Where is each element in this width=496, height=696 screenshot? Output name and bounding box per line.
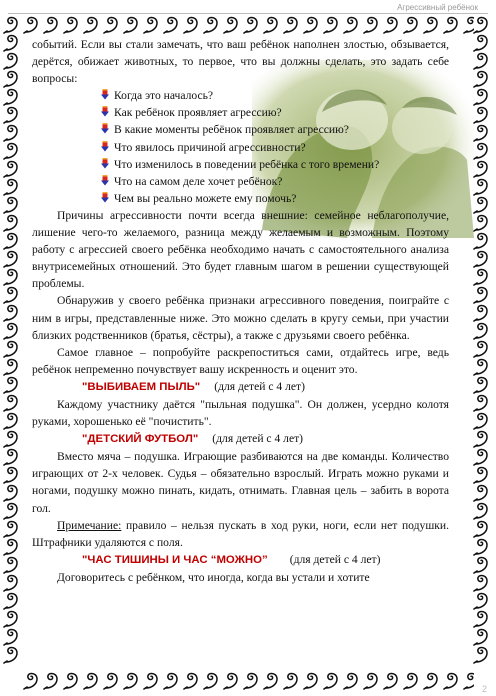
swirl-border-icon <box>422 672 442 690</box>
swirl-border-icon <box>282 16 302 34</box>
swirl-border-icon <box>122 672 142 690</box>
swirl-border-icon <box>2 592 22 610</box>
swirl-border-icon <box>472 466 492 484</box>
pencil-bullet-icon <box>100 141 110 152</box>
game-age: (для детей с 4 лет) <box>212 432 304 446</box>
swirl-border-icon <box>42 672 62 690</box>
swirl-border-icon <box>2 376 22 394</box>
swirl-border-icon <box>402 16 422 34</box>
game-heading <box>32 378 449 396</box>
swirl-border-icon <box>182 16 202 34</box>
swirl-border-icon <box>2 502 22 520</box>
swirl-border-icon <box>362 16 382 34</box>
swirl-border-icon <box>82 672 102 690</box>
swirl-border-icon <box>342 16 362 34</box>
pencil-bullet-icon <box>100 123 110 134</box>
swirl-border-icon <box>142 16 162 34</box>
swirl-border-icon <box>402 672 422 690</box>
swirl-border-icon <box>472 304 492 322</box>
list-item: Что изменилось в поведении ребёнка с того времени? <box>100 156 449 173</box>
swirl-border-icon <box>182 672 202 690</box>
swirl-border-icon <box>62 672 82 690</box>
swirl-border-icon <box>102 16 122 34</box>
swirl-border-top <box>22 16 474 34</box>
list-item: Что на самом деле хочет ребёнок? <box>100 173 449 190</box>
swirl-border-icon <box>472 448 492 466</box>
swirl-border-icon <box>2 448 22 466</box>
swirl-border-icon <box>2 484 22 502</box>
game-heading <box>32 430 449 448</box>
pencil-bullet-icon <box>100 89 110 100</box>
swirl-border-icon <box>472 250 492 268</box>
swirl-border-icon <box>2 196 22 214</box>
swirl-border-icon <box>2 34 22 52</box>
swirl-border-icon <box>2 574 22 592</box>
swirl-border-icon <box>202 16 222 34</box>
swirl-border-icon <box>472 394 492 412</box>
swirl-border-right <box>472 16 494 664</box>
swirl-border-bottom <box>22 672 474 690</box>
swirl-border-icon <box>472 592 492 610</box>
swirl-border-icon <box>62 16 82 34</box>
swirl-border-icon <box>472 628 492 646</box>
pencil-bullet-icon <box>100 175 110 186</box>
swirl-border-icon <box>472 34 492 52</box>
swirl-border-icon <box>42 16 62 34</box>
swirl-border-icon <box>422 16 442 34</box>
swirl-border-icon <box>282 672 302 690</box>
game-title: "ЧАС ТИШИНЫ И ЧАС “МОЖНО” <box>82 553 268 566</box>
causes-paragraph: Причины агрессивности почти всегда внешние: семейное неблагополучие, лишение чего-то желаемого, разница между желаемым и возможным. Поэтому работу с агрессией своего ребёнка необходимо начать с самостоятельного анализа внутрисемейных отношений. Это будет главным шагом в решении существующей проблемы. <box>32 208 449 291</box>
game-age: (для детей с 4 лет) <box>289 552 381 566</box>
swirl-border-icon <box>472 214 492 232</box>
swirl-border-icon <box>2 160 22 178</box>
swirl-border-icon <box>222 16 242 34</box>
game-heading <box>32 551 449 569</box>
swirl-border-icon <box>162 672 182 690</box>
swirl-border-icon <box>472 520 492 538</box>
swirl-border-icon <box>472 178 492 196</box>
swirl-border-icon <box>472 52 492 70</box>
pencil-bullet-icon <box>100 106 110 117</box>
swirl-border-icon <box>472 646 492 664</box>
swirl-border-left <box>2 16 24 664</box>
swirl-border-icon <box>472 556 492 574</box>
game-title: "ДЕТСКИЙ ФУТБОЛ" <box>82 433 199 446</box>
swirl-border-icon <box>322 672 342 690</box>
swirl-border-icon <box>2 538 22 556</box>
swirl-border-icon <box>472 376 492 394</box>
swirl-border-icon <box>472 358 492 376</box>
swirl-border-icon <box>2 124 22 142</box>
intro-paragraph: событий. Если вы стали замечать, что ваш ребёнок наполнен злостью, обзывается, дерётся, обижает животных, то первое, что вы должны сделать, это задать себе вопросы: <box>32 38 449 86</box>
swirl-border-icon <box>472 124 492 142</box>
swirl-border-icon <box>472 88 492 106</box>
swirl-border-icon <box>472 16 492 34</box>
swirl-border-icon <box>472 610 492 628</box>
swirl-border-icon <box>162 16 182 34</box>
swirl-border-icon <box>2 628 22 646</box>
swirl-border-icon <box>2 340 22 358</box>
swirl-border-icon <box>462 16 474 34</box>
swirl-border-icon <box>302 16 322 34</box>
header-rule <box>8 13 488 14</box>
swirl-border-icon <box>2 268 22 286</box>
swirl-border-icon <box>462 672 474 690</box>
swirl-border-icon <box>472 430 492 448</box>
swirl-border-icon <box>472 160 492 178</box>
swirl-border-icon <box>2 70 22 88</box>
swirl-border-icon <box>2 520 22 538</box>
swirl-border-icon <box>472 196 492 214</box>
question-list <box>32 87 449 207</box>
swirl-border-icon <box>2 412 22 430</box>
swirl-border-icon <box>2 88 22 106</box>
swirl-border-icon <box>322 16 342 34</box>
pencil-bullet-icon <box>100 192 110 203</box>
swirl-border-icon <box>472 484 492 502</box>
swirl-border-icon <box>2 106 22 124</box>
swirl-border-icon <box>202 672 222 690</box>
swirl-border-icon <box>242 16 262 34</box>
swirl-border-icon <box>382 672 402 690</box>
swirl-border-icon <box>22 16 42 34</box>
page-header-title: Агрессивный ребёнок <box>397 3 478 12</box>
swirl-border-icon <box>472 268 492 286</box>
swirl-border-icon <box>2 322 22 340</box>
swirl-border-icon <box>2 394 22 412</box>
swirl-border-icon <box>2 646 22 664</box>
swirl-border-icon <box>22 672 42 690</box>
note-label: Примечание: <box>57 518 122 532</box>
game-note <box>32 517 449 551</box>
swirl-border-icon <box>262 672 282 690</box>
swirl-border-icon <box>2 430 22 448</box>
swirl-border-icon <box>2 358 22 376</box>
swirl-border-icon <box>82 16 102 34</box>
swirl-border-icon <box>2 556 22 574</box>
list-item: Чем вы реально можете ему помочь? <box>100 190 449 207</box>
swirl-border-icon <box>472 412 492 430</box>
swirl-border-icon <box>472 232 492 250</box>
list-item: В какие моменты ребёнок проявляет агрессию? <box>100 121 449 138</box>
advice-paragraph: Самое главное – попробуйте раскрепоститься сами, отдайтесь игре, ведь ребёнок непременно почувствует вашу искренность и оценит это. <box>32 345 449 376</box>
swirl-border-icon <box>2 610 22 628</box>
swirl-border-icon <box>472 502 492 520</box>
list-item: Как ребёнок проявляет агрессию? <box>100 104 449 121</box>
swirl-border-icon <box>2 52 22 70</box>
game-title: "ВЫБИВАЕМ ПЫЛЬ" <box>82 380 201 393</box>
swirl-border-icon <box>472 538 492 556</box>
games-intro-paragraph: Обнаружив у своего ребёнка признаки агрессивного поведения, поиграйте с ним в игры, представленные ниже. Это можно сделать в кругу семьи, при участии близких родственников (братья, сёстры), а также с друзьями своего ребёнка. <box>32 294 449 342</box>
swirl-border-icon <box>472 106 492 124</box>
swirl-border-icon <box>342 672 362 690</box>
swirl-border-icon <box>442 16 462 34</box>
swirl-border-icon <box>102 672 122 690</box>
swirl-border-icon <box>472 286 492 304</box>
swirl-border-icon <box>472 70 492 88</box>
game-description: Вместо мяча – подушка. Играющие разбиваются на две команды. Количество играющих от 2-х человек. Судья – обязательно взрослый. Играть можно руками и ногами, подушку можно пинать, кидать, отнимать. Главная цель – забить в ворота гол. <box>32 450 449 515</box>
game-age: (для детей с 4 лет) <box>214 379 305 393</box>
list-item: Что явилось причиной агрессивности? <box>100 139 449 156</box>
swirl-border-icon <box>2 214 22 232</box>
game-description: Каждому участнику даётся "пыльная подушка". Он должен, усердно колотя руками, хорошенько её "почистить". <box>32 397 449 429</box>
swirl-border-icon <box>362 672 382 690</box>
note-text: правило – нельзя пускать в ход руки, ноги, если нет подушки. Штрафники удаляются с поля. <box>32 518 449 549</box>
swirl-border-icon <box>442 672 462 690</box>
list-item: Когда это началось? <box>100 87 449 104</box>
swirl-border-icon <box>2 178 22 196</box>
swirl-border-icon <box>472 142 492 160</box>
swirl-border-icon <box>2 286 22 304</box>
swirl-border-icon <box>472 574 492 592</box>
pencil-bullet-icon <box>100 158 110 169</box>
game-description: Договоритесь с ребёнком, что иногда, когда вы устали и хотите <box>57 570 370 584</box>
swirl-border-icon <box>2 466 22 484</box>
swirl-border-icon <box>2 16 22 34</box>
swirl-border-icon <box>472 322 492 340</box>
swirl-border-icon <box>382 16 402 34</box>
swirl-border-icon <box>242 672 262 690</box>
swirl-border-icon <box>262 16 282 34</box>
swirl-border-icon <box>122 16 142 34</box>
swirl-border-icon <box>472 340 492 358</box>
swirl-border-icon <box>2 142 22 160</box>
page-content <box>32 36 449 586</box>
page-number: 2 <box>481 684 487 694</box>
swirl-border-icon <box>142 672 162 690</box>
swirl-border-icon <box>2 250 22 268</box>
swirl-border-icon <box>2 232 22 250</box>
swirl-border-icon <box>302 672 322 690</box>
swirl-border-icon <box>222 672 242 690</box>
swirl-border-icon <box>2 304 22 322</box>
